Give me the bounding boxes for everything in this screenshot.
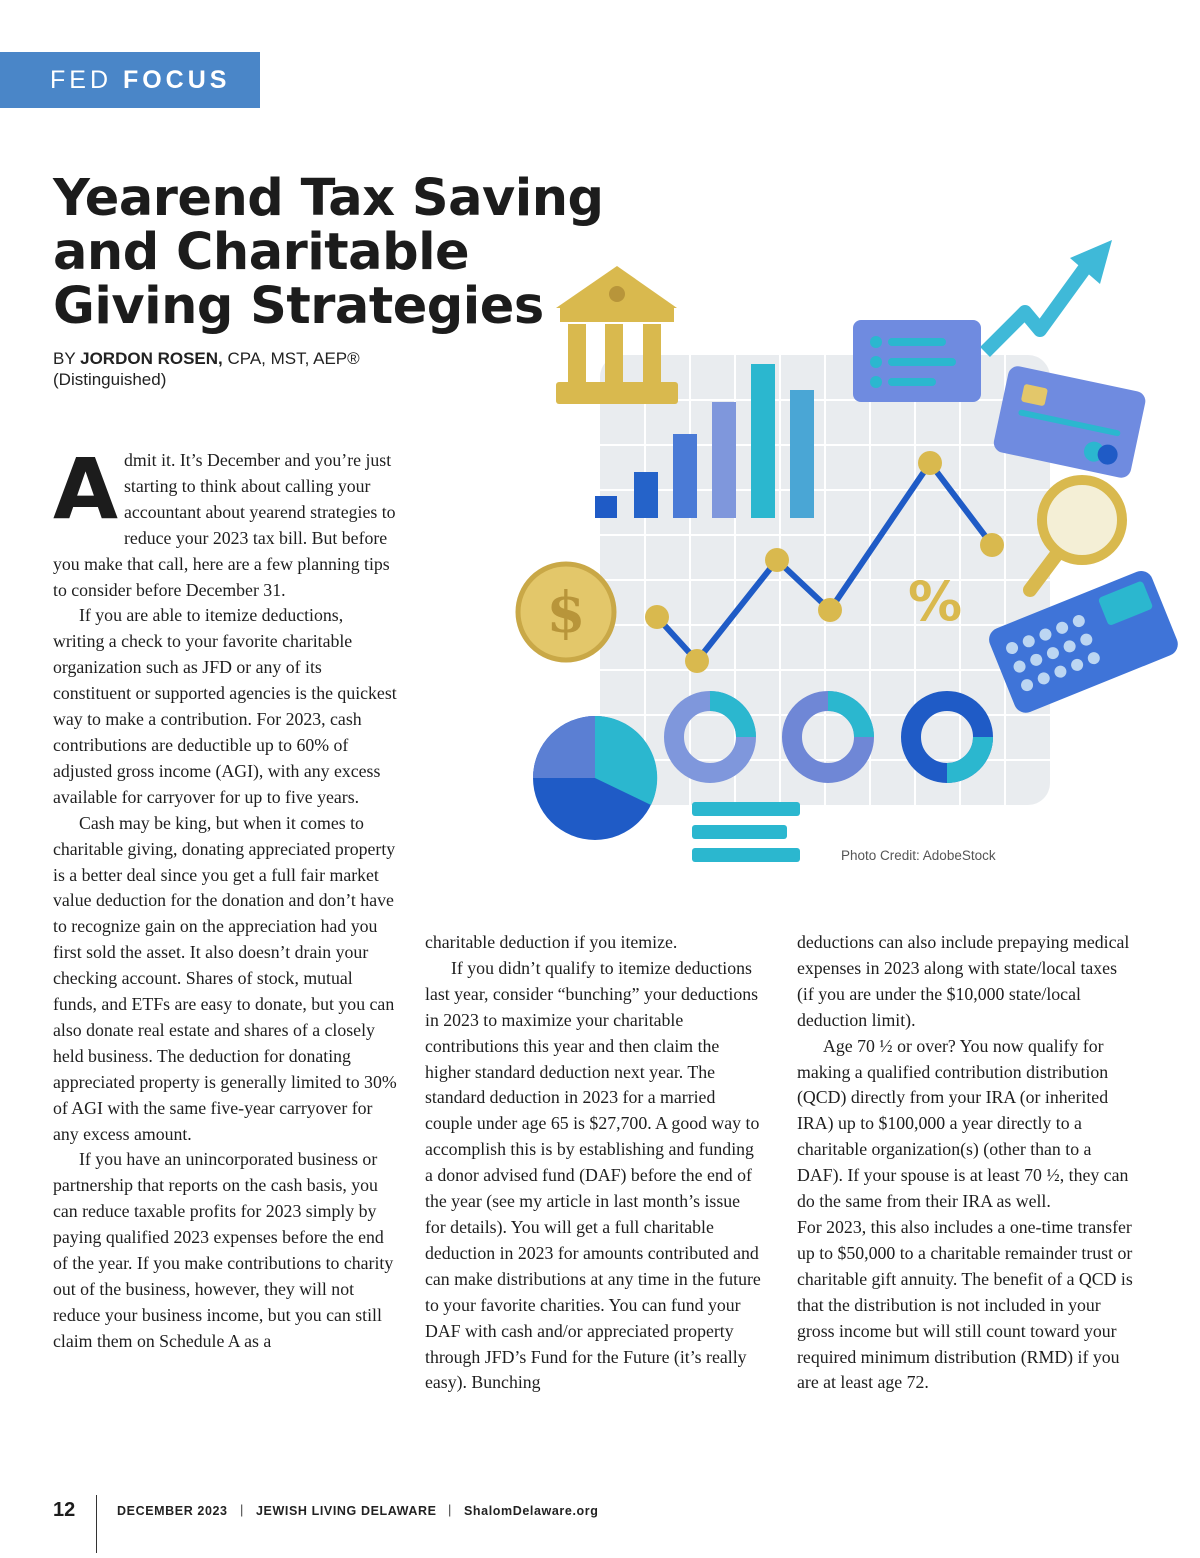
- footer-divider: [96, 1495, 97, 1553]
- section-tag: [0, 52, 260, 108]
- issue-date: DECEMBER 2023: [117, 1504, 228, 1518]
- article-paragraph: If you have an unincorporated business or partnership that reports on the cash basis, you can reduce taxable profits for 2023 simply by paying qualified 2023 expenses before the end of the year. If you make contributions to charity out of the business, however, they will not reduce your business income, but you can still claim them on Schedule A as a: [53, 1149, 394, 1351]
- website-link[interactable]: ShalomDelaware.org: [464, 1504, 599, 1518]
- author-credentials: CPA, MST, AEP®: [227, 349, 360, 368]
- article-paragraph: deductions can also include prepaying medical expenses in 2023 along with state/local taxes (if you are under the $10,000 state/local deduction limit).: [797, 932, 1130, 1030]
- bank-building-icon: [556, 266, 678, 404]
- article-column-1: [53, 440, 398, 1355]
- magnifier-icon: [1030, 480, 1122, 590]
- headline-line-2: and Charitable: [53, 223, 470, 282]
- page-number: 12: [53, 1499, 76, 1521]
- article-paragraph: charitable deduction if you itemize.: [425, 932, 678, 952]
- byline: [53, 348, 453, 390]
- pie-chart: [533, 716, 657, 840]
- page-footer: [0, 1495, 1200, 1555]
- percent-icon: %: [907, 570, 963, 633]
- headline-line-3: Giving Strategies: [53, 277, 544, 336]
- article-paragraph: Age 70 ½ or over? You now qualify for making a qualified contribution distribution (QCD) directly from your IRA (or inherited IRA) up to $100,000 a year directly to a charitable organization(s) (other than to a DAF). If your spouse is at least 70 ½, they can do the same from their IRA as well.: [797, 1035, 1129, 1212]
- drop-cap: A: [53, 440, 119, 538]
- article-column-3: [797, 930, 1137, 1396]
- list-card-icon: [853, 320, 981, 402]
- footer-separator: |: [240, 1502, 244, 1517]
- dollar-coin-icon: [518, 564, 614, 660]
- footer-separator: |: [448, 1502, 452, 1517]
- growth-arrow-icon: [985, 240, 1112, 352]
- author-name: JORDON ROSEN,: [80, 349, 223, 368]
- article-column-2: [425, 930, 765, 1396]
- headline-line-1: Yearend Tax Saving: [53, 169, 604, 228]
- svg-text:$: $: [546, 580, 586, 646]
- article-paragraph: Admit it. It’s December and you’re just starting to think about calling your accountant about yearend strategies to reduce your 2023 tax bill. But before you make that call, here are a few planning tips to consider before December 31.: [53, 440, 396, 600]
- article-paragraph: For 2023, this also includes a one-time transfer up to $50,000 to a charitable remainder trust or charitable gift annuity. The benefit of a QCD is that the distribution is not included in your gross income but will still count toward your required minimum distribution (RMD) if you are at least age 72.: [797, 1216, 1133, 1393]
- photo-credit: Photo Credit: AdobeStock: [841, 848, 996, 863]
- article-paragraph: If you are able to itemize deductions, writing a check to your favorite charitable organization such as JFD or any of its constituent or supported agencies is the quickest way to make a contribution. For 2023, cash contributions are deductible up to 60% of adjusted gross income (AGI), with any excess available for carryover for up to five years.: [53, 605, 397, 807]
- article-paragraph: If you didn’t qualify to itemize deductions last year, consider “bunching” your deductions in 2023 to maximize your charitable contributions this year and then claim the higher standard deduction next year. The standard deduction in 2023 for a married couple under age 65 is $27,700. A good way to accomplish this is by establishing and funding a donor advised fund (DAF) before the end of the year (see my article in last month’s issue for details). You will get a full charitable deduction in 2023 for amounts contributed and can make distributions at any time in the future to your favorite charities. You can fund your DAF with cash and/or appreciated property through JFD’s Fund for the Future (it’s really easy). Bunching: [425, 957, 761, 1393]
- article-paragraph: Cash may be king, but when it comes to charitable giving, donating appreciated property is a better deal since you get a full fair market value deduction for the donation and don’t have to recognize gain on the appreciation had you first sold the asset. It also doesn’t drain your checking account. Shares of stock, mutual funds, and ETFs are easy to donate, but you can also donate real estate and shares of a closely held business. The deduction for donating appreciated property is generally limited to 30% of AGI with the same five-year carryover for any excess amount.: [53, 812, 397, 1144]
- author-note: (Distinguished): [53, 370, 167, 389]
- byline-by: BY: [53, 349, 76, 368]
- publication-name: JEWISH LIVING DELAWARE: [256, 1504, 437, 1518]
- section-tag-bold: FOCUS: [122, 66, 231, 94]
- legend-bars: [692, 802, 800, 862]
- section-tag-prefix: FED: [50, 66, 112, 94]
- finance-chart-illustration: [500, 230, 1200, 880]
